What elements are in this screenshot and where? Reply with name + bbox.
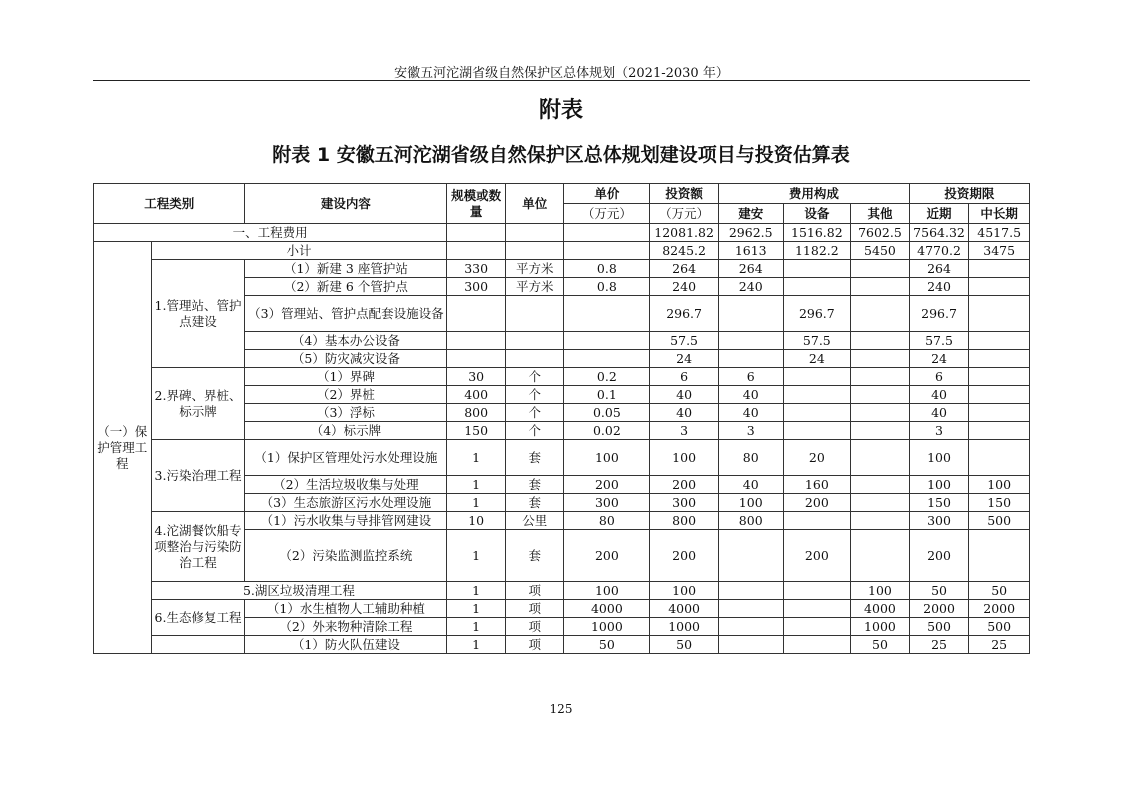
table-row: 4.沱湖餐饮船专项整治与污染防治工程 （1）污水收集与导排管网建设 10 公里 80 800 800 300 500	[94, 512, 1030, 530]
cell-investment: 12081.82	[650, 224, 719, 242]
col-header-cost-composition: 费用构成	[718, 184, 909, 204]
cell-equipment: 1182.2	[783, 242, 851, 260]
table-row: （4）标示牌 150 个 0.02 3 3 3	[94, 422, 1030, 440]
col-header-investment-unit: （万元）	[650, 204, 719, 224]
table-row: （2）外来物种清除工程 1 项 1000 1000 1000 500 500	[94, 618, 1030, 636]
col-header-unit-price-unit: （万元）	[564, 204, 650, 224]
group-label-stations: 1.管理站、管护点建设	[151, 260, 245, 368]
table-row: 5.湖区垃圾清理工程 1 项 100 100 100 50 50	[94, 582, 1030, 600]
cell-other: 7602.5	[851, 224, 910, 242]
col-header-category: 工程类别	[94, 184, 245, 224]
cell-other: 5450	[851, 242, 910, 260]
table-row: 6.生态修复工程 （1）水生植物人工辅助种植 1 项 4000 4000 4000 2000 2000	[94, 600, 1030, 618]
table-row: 2.界碑、界桩、标示牌 （1）界碑 30 个 0.2 6 6 6	[94, 368, 1030, 386]
table-row: （4）基本办公设备 57.5 57.5 57.5	[94, 332, 1030, 350]
col-header-long-term: 中长期	[969, 204, 1030, 224]
col-header-scale: 规模或数量	[447, 184, 506, 224]
col-header-phase: 投资期限	[909, 184, 1029, 204]
section-protection-label: （一）保护管理工程	[94, 242, 152, 654]
col-header-other: 其他	[851, 204, 910, 224]
col-header-near-term: 近期	[909, 204, 969, 224]
investment-table	[93, 183, 1030, 654]
col-header-content: 建设内容	[245, 184, 447, 224]
table-row: （2）新建 6 个管护点 300 平方米 0.8 240 240 240	[94, 278, 1030, 296]
col-header-equipment: 设备	[783, 204, 851, 224]
table-row: （2）生活垃圾收集与处理 1 套 200 200 40 160 100 100	[94, 476, 1030, 494]
group-label-boats: 4.沱湖餐饮船专项整治与污染防治工程	[151, 512, 245, 582]
table-row: （2）界桩 400 个 0.1 40 40 40	[94, 386, 1030, 404]
cell-equipment: 1516.82	[783, 224, 851, 242]
table-row: （3）浮标 800 个 0.05 40 40 40	[94, 404, 1030, 422]
table-row: （2）污染监测监控系统 1 套 200 200 200 200	[94, 530, 1030, 582]
cell-construction: 2962.5	[718, 224, 783, 242]
cell-near: 7564.32	[909, 224, 969, 242]
table-row: 3.污染治理工程 （1）保护区管理处污水处理设施 1 套 100 100 80 20 100	[94, 440, 1030, 476]
appendix-title: 附表	[538, 98, 583, 123]
table-row: （3）管理站、管护点配套设施设备 296.7 296.7 296.7	[94, 296, 1030, 332]
table-row-subtotal	[94, 242, 1030, 260]
header-rule	[93, 80, 1030, 81]
page-number: 125	[549, 702, 573, 716]
group-label-pollution: 3.污染治理工程	[151, 440, 245, 512]
cell-investment: 8245.2	[650, 242, 719, 260]
col-header-unit: 单位	[505, 184, 564, 224]
col-header-investment: 投资额	[650, 184, 719, 204]
group-label-restoration: 6.生态修复工程	[151, 600, 245, 636]
table-row-engineering-costs	[94, 224, 1030, 242]
col-header-construction: 建安	[718, 204, 783, 224]
group-label-markers: 2.界碑、界桩、标示牌	[151, 368, 245, 440]
table-row: （5）防灾减灾设备 24 24 24	[94, 350, 1030, 368]
running-header: 安徽五河沱湖省级自然保护区总体规划（2021-2030 年）	[394, 66, 729, 81]
cell-near: 4770.2	[909, 242, 969, 260]
row-label: 一、工程费用	[94, 224, 447, 242]
row-label: 小计	[151, 242, 447, 260]
table-row: （3）生态旅游区污水处理设施 1 套 300 300 100 200 150 150	[94, 494, 1030, 512]
cell-long: 4517.5	[969, 224, 1030, 242]
table-row: （1）防火队伍建设 1 项 50 50 50 25 25	[94, 636, 1030, 654]
cell-long: 3475	[969, 242, 1030, 260]
cell-construction: 1613	[718, 242, 783, 260]
table-title: 附表 1 安徽五河沱湖省级自然保护区总体规划建设项目与投资估算表	[272, 144, 850, 166]
col-header-unit-price: 单价	[564, 184, 650, 204]
table-row: 1.管理站、管护点建设 （1）新建 3 座管护站 330 平方米 0.8 264 264 264	[94, 260, 1030, 278]
